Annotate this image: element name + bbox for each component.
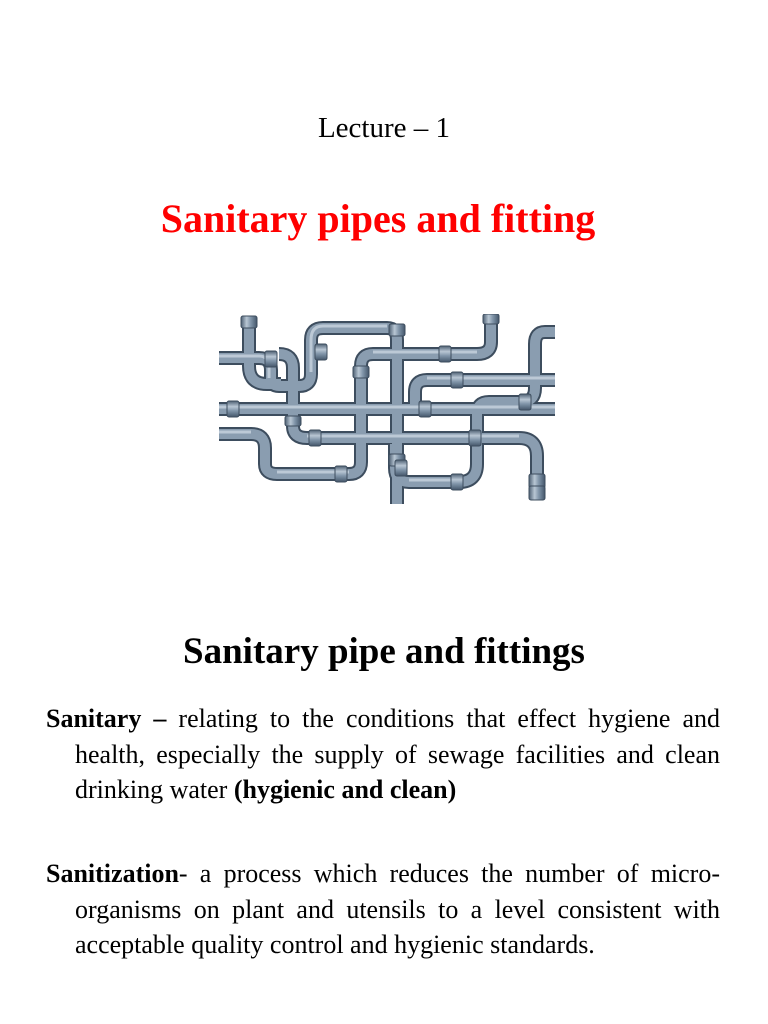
section-title: Sanitary pipe and fittings bbox=[183, 631, 585, 672]
definition-term: Sanitization bbox=[46, 859, 179, 888]
lecture-number: Lecture – 1 bbox=[317, 112, 451, 144]
definition-term: Sanitary – bbox=[46, 704, 167, 733]
page-title: Sanitary pipes and fitting bbox=[160, 196, 596, 241]
definition-sanitary bbox=[46, 701, 720, 808]
pipes-illustration bbox=[219, 314, 557, 506]
definition-emphasis: (hygienic and clean) bbox=[233, 775, 457, 804]
definition-text: relating to the conditions that effect hygiene and health, especially the supply of sewage facilities and clean drinking water bbox=[75, 704, 720, 804]
definition-sanitization bbox=[46, 856, 720, 963]
definition-text: - a process which reduces the number of micro-organisms on plant and utensils to a level consistent with acceptable quality control and hygienic standards. bbox=[75, 859, 720, 959]
